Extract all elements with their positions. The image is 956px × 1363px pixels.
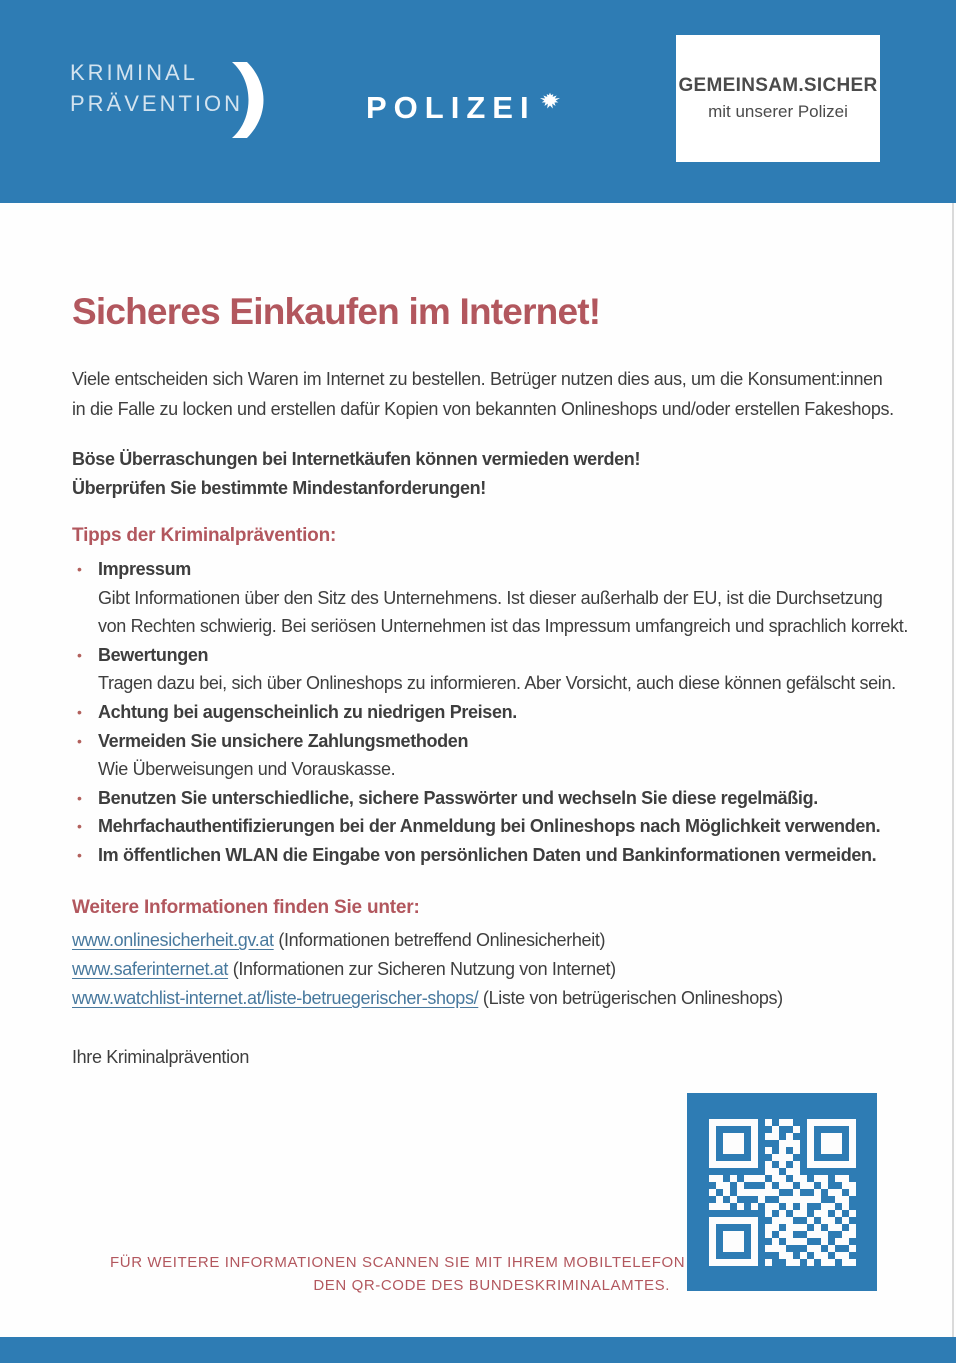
warning-statement: [72, 445, 640, 503]
tip-title: • Mehrfachauthentifizierungen bei der Anmeldung bei Onlineshops nach Möglichkeit verwenden.: [98, 816, 881, 837]
eagle-icon: [540, 82, 560, 118]
links-list: [72, 926, 783, 1013]
scan-artifact-line: [952, 203, 954, 1337]
badge-title: GEMEINSAM.SICHER: [678, 75, 878, 96]
tip-title: • Bewertungen: [98, 644, 209, 665]
qr-code-grid: [709, 1119, 856, 1266]
page-title: Sicheres Einkaufen im Internet!: [72, 291, 601, 332]
kriminalpraevention-logo: [70, 57, 243, 119]
gemeinsam-sicher-badge: [676, 35, 880, 162]
list-item: [72, 698, 908, 727]
crescent-bracket-icon: [227, 60, 265, 140]
more-info-heading: Weitere Informationen finden Sie unter:: [72, 897, 420, 918]
tip-description: von Rechten schwierig. Bei seriösen Unternehmen ist das Impressum umfangreich und sprachlich korrekt.: [98, 616, 909, 637]
list-item: [72, 812, 908, 841]
link-note: (Informationen betreffend Onlinesicherheit): [273, 930, 606, 950]
link-line: [72, 926, 783, 955]
link-note: (Informationen zur Sicheren Nutzung von Internet): [228, 959, 616, 979]
polizei-wordmark: [366, 82, 560, 126]
list-item: [72, 784, 908, 813]
tip-title: • Achtung bei augenscheinlich zu niedrigen Preisen.: [98, 701, 517, 722]
link-watchlist-internet[interactable]: www.watchlist-internet.at/liste-betruegerischer-shops/: [72, 988, 479, 1008]
qr-caption-line: DEN QR-CODE DES BUNDESKRIMINALAMTES.: [313, 1277, 670, 1294]
qr-caption: [110, 1251, 686, 1297]
list-item: [72, 841, 908, 870]
header-band: [0, 0, 956, 203]
tip-title: • Im öffentlichen WLAN die Eingabe von persönlichen Daten und Bankinformationen vermeiden.: [98, 844, 877, 865]
tips-list: [72, 555, 908, 870]
tip-title: • Impressum: [98, 559, 191, 579]
link-line: [72, 984, 783, 1013]
list-item: [72, 727, 908, 784]
footer-band: [0, 1337, 956, 1363]
logo-line1: KRIMINAL: [70, 60, 198, 85]
tip-description: Wie Überweisungen und Vorauskasse.: [98, 759, 396, 780]
warning-line: Überprüfen Sie bestimmte Mindestanforderungen!: [72, 478, 486, 498]
tip-description: Tragen dazu bei, sich über Onlineshops zu informieren. Aber Vorsicht, auch diese können gefälscht sein.: [98, 673, 896, 694]
logo-line2: PRÄVENTION: [70, 91, 244, 116]
badge-subtitle: mit unserer Polizei: [708, 102, 848, 121]
link-note: (Liste von betrügerischen Onlineshops): [478, 988, 783, 1008]
link-saferinternet[interactable]: www.saferinternet.at: [72, 959, 229, 979]
intro-line: in die Falle zu locken und erstellen dafür Kopien von bekannten Onlineshops und/oder erstellen Fakeshops.: [72, 399, 894, 419]
polizei-text: POLIZEI: [366, 90, 536, 125]
qr-caption-line: FÜR WEITERE INFORMATIONEN SCANNEN SIE MIT IHREM MOBILTELEFON: [110, 1254, 686, 1271]
link-line: [72, 955, 783, 984]
intro-paragraph: [72, 364, 894, 424]
tip-title: • Benutzen Sie unterschiedliche, sichere Passwörter und wechseln Sie diese regelmäßig.: [98, 787, 818, 808]
list-item: [72, 641, 908, 698]
list-item: [72, 555, 908, 641]
tip-description: Gibt Informationen über den Sitz des Unternehmens. Ist dieser außerhalb der EU, ist die Durchsetzung: [98, 587, 883, 608]
link-onlinesicherheit[interactable]: www.onlinesicherheit.gv.at: [72, 930, 274, 950]
qr-code: [687, 1093, 877, 1291]
intro-line: Viele entscheiden sich Waren im Internet zu bestellen. Betrüger nutzen dies aus, um die Konsument:innen: [72, 369, 883, 389]
warning-line: Böse Überraschungen bei Internetkäufen können vermieden werden!: [72, 449, 641, 469]
tip-title: • Vermeiden Sie unsichere Zahlungsmethoden: [98, 730, 469, 751]
tips-heading: Tipps der Kriminalprävention:: [72, 525, 337, 546]
signature-line: Ihre Kriminalprävention: [72, 1047, 250, 1067]
